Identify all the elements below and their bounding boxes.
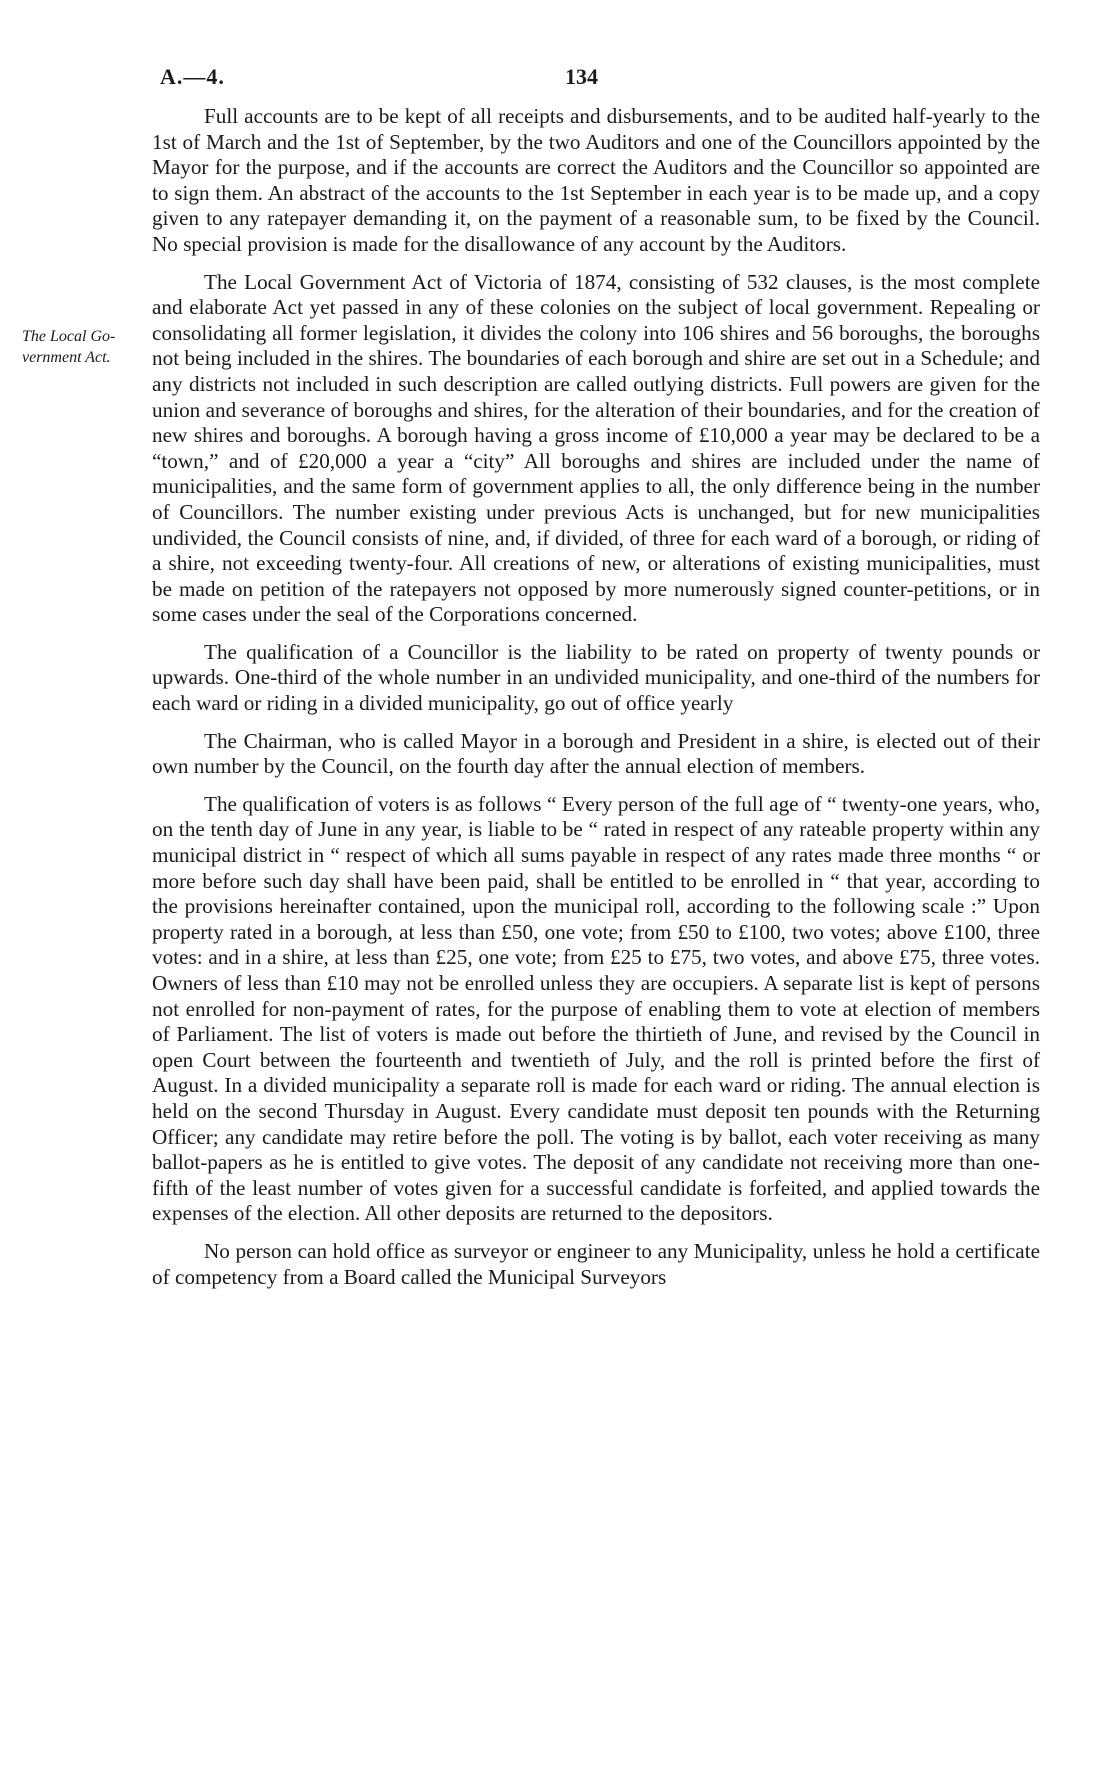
paragraph-surveyor: No person can hold office as surveyor or engineer to any Municipality, unless he hold a certificate of competency from a Board called the Municipal Surveyors — [152, 1238, 1040, 1289]
page-header — [160, 64, 1060, 94]
body-text — [152, 104, 1040, 1302]
margin-note-line: vernment Act. — [22, 349, 111, 366]
margin-note-line: The Local Go- — [22, 328, 116, 345]
page-number: 134 — [565, 64, 598, 89]
document-reference: A.—4. — [160, 64, 225, 89]
paragraph-chairman: The Chairman, who is called Mayor in a borough and President in a shire, is elected out of their own number by the Council, on the fourth day after the annual election of members. — [152, 728, 1040, 779]
paragraph-accounts: Full accounts are to be kept of all receipts and disbursements, and to be audited half-yearly to the 1st of March and the 1st of September, by the two Auditors and one of the Councillors appointed by the Mayor for the purpose, and if the accounts are correct the Auditors and the Councillor so appointed are to sign them. An abstract of the accounts to the 1st September in each year is to be made up, and a copy given to any ratepayer demanding it, on the payment of a reasonable sum, to be fixed by the Council. No special provision is made for the disallowance of any account by the Auditors. — [152, 104, 1040, 256]
paragraph-local-government-act: The Local Government Act of Victoria of 1874, consisting of 532 clauses, is the most complete and elaborate Act yet passed in any of these colonies on the subject of local government. Repealing or consolidating all former legislation, it divides the colony into 106 shires and 56 boroughs, the boroughs not being included in the shires. The boundaries of each borough and shire are set out in a Schedule; and any districts not included in such description are called outlying districts. Full powers are given for the union and severance of boroughs and shires, for the alteration of their boundaries, and for the creation of new shires and boroughs. A borough having a gross income of £10,000 a year may be declared to be a “town,” and of £20,000 a year a “city” All boroughs and shires are included under the name of municipalities, and the same form of government applies to all, the only difference being in the number of Councillors. The number existing under previous Acts is unchanged, but for new municipalities undivided, the Council consists of nine, and, if divided, of three for each ward of a borough, or riding of a shire, not exceeding twenty-four. All creations of new, or alterations of existing municipalities, must be made on petition of the ratepayers not opposed by more numerously signed counter-petitions, or in some cases under the seal of the Corporations concerned. — [152, 269, 1040, 627]
paragraph-councillor-qualification: The qualification of a Councillor is the liability to be rated on property of twenty pounds or upwards. One-third of the whole number in an undivided municipality, and one-third of the numbers for each ward or riding in a divided municipality, go out of office yearly — [152, 639, 1040, 716]
margin-note — [22, 326, 152, 368]
paragraph-voter-qualification: The qualification of voters is as follows “ Every person of the full age of “ twenty-one years, who, on the tenth day of June in any year, is liable to be “ rated in respect of any rateable property within any municipal district in “ respect of which all sums payable in respect of any rates made three months “ or more before such day shall have been paid, shall be entitled to be enrolled in “ that year, according to the provisions hereinafter contained, upon the municipal roll, according to the following scale :” Upon property rated in a borough, at less than £50, one vote; from £50 to £100, two votes; above £100, three votes: and in a shire, at less than £25, one vote; from £25 to £75, two votes, and above £75, three votes. Owners of less than £10 may not be enrolled unless they are occupiers. A separate list is kept of persons not enrolled for non-payment of rates, for the purpose of enabling them to vote at election of members of Parliament. The list of voters is made out before the thirtieth of June, and revised by the Council in open Court between the fourteenth and twentieth of July, and the roll is printed before the first of August. In a divided municipality a separate roll is made for each ward or riding. The annual election is held on the second Thursday in August. Every candidate must deposit ten pounds with the Returning Officer; any candidate may retire before the poll. The voting is by ballot, each voter receiving as many ballot-papers as he is entitled to give votes. The deposit of any candidate not receiving more than one-fifth of the least number of votes given for a successful candidate is forfeited, and applied towards the expenses of the election. All other deposits are returned to the depositors. — [152, 791, 1040, 1226]
